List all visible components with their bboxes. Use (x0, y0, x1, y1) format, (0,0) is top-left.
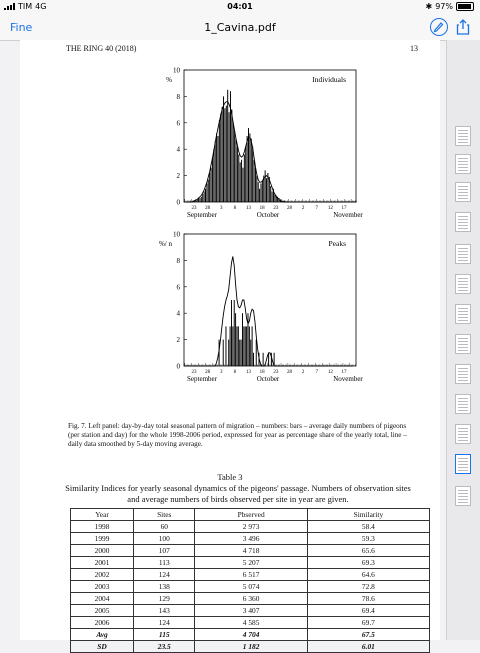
bar (245, 326, 246, 366)
bar (233, 123, 234, 202)
table-row (71, 533, 430, 545)
bar (217, 136, 218, 202)
thumbnail-line (458, 290, 468, 291)
thumbnail-line (458, 139, 468, 140)
thumbnail-line (458, 189, 468, 190)
thumbnail-line (458, 186, 468, 187)
column-header: Sites (134, 509, 195, 521)
thumbnail-line (458, 158, 468, 159)
bar (223, 96, 224, 202)
page-thumbnail[interactable] (455, 274, 471, 294)
table-caption: Similarity Indices for yearly seasonal dynamics of the pigeons' passage. Numbers of observation sites and average numbers of birds observed per site in year are given. (65, 483, 411, 504)
thumbnail-line (458, 219, 468, 220)
bar (222, 107, 223, 202)
table-cell: 67.5 (307, 629, 429, 641)
y-tick-label: 0 (176, 198, 180, 207)
x-tick-label: 28 (286, 370, 292, 375)
bar (208, 180, 209, 202)
page-thumbnail[interactable] (455, 154, 471, 174)
network-type: 4G (35, 2, 47, 11)
page-thumbnail[interactable] (455, 244, 471, 264)
bar (246, 326, 247, 366)
table-cell: 3 496 (195, 533, 307, 545)
thumbnail-line (458, 371, 468, 372)
thumbnail-line (458, 493, 468, 494)
bar (220, 114, 221, 202)
x-tick-label: 8 (233, 206, 237, 211)
panel-label: Individuals (312, 75, 346, 84)
y-tick-label: 10 (173, 66, 180, 75)
table-cell: 4 704 (195, 629, 307, 641)
bar (241, 340, 242, 366)
x-tick-label: 12 (327, 206, 333, 211)
thumbnail-line (458, 407, 468, 408)
x-tick-label: 23 (273, 206, 279, 211)
table-cell: 72.8 (307, 581, 429, 593)
table-row (71, 617, 430, 629)
thumbnail-line (458, 434, 468, 435)
table-cell: 6.01 (307, 641, 429, 653)
bar (213, 149, 214, 202)
bar (256, 340, 257, 366)
thumbnail-line (458, 251, 468, 252)
table-cell: 4 585 (195, 617, 307, 629)
bar (229, 112, 230, 202)
thumbnail-line (458, 248, 468, 249)
bar (255, 168, 256, 202)
bar (247, 136, 248, 202)
share-button[interactable] (454, 18, 472, 36)
page-thumbnail[interactable] (455, 304, 471, 324)
thumbnail-sidebar[interactable] (446, 40, 480, 640)
bar (236, 326, 237, 366)
table-cell: 113 (134, 557, 195, 569)
bar (230, 326, 231, 366)
bar (206, 184, 207, 202)
thumbnail-line (458, 254, 468, 255)
bar (259, 189, 260, 202)
thumbnail-line (458, 167, 468, 168)
table-body (71, 521, 430, 653)
thumbnail-line (458, 287, 468, 288)
thumbnail-line (458, 344, 468, 345)
bar (266, 178, 267, 202)
status-bar (0, 0, 480, 14)
bar (251, 139, 252, 202)
battery-percent: 97% (435, 2, 453, 11)
table-cell: 5 074 (195, 581, 307, 593)
page-thumbnail[interactable] (455, 126, 471, 146)
table-cell: 60 (134, 521, 195, 533)
x-tick-label: 23 (191, 206, 197, 211)
thumbnail-line (458, 278, 468, 279)
bar (237, 147, 238, 202)
page-thumbnail[interactable] (455, 454, 471, 474)
bar (252, 326, 253, 366)
thumbnail-line (458, 136, 468, 137)
table-cell: 2004 (71, 593, 134, 605)
thumbnail-line (458, 192, 468, 193)
table-row (71, 581, 430, 593)
table-cell: 2 973 (195, 521, 307, 533)
thumbnail-line (458, 308, 468, 309)
table-cell: 115 (134, 629, 195, 641)
bar (232, 326, 233, 366)
bar (231, 110, 232, 202)
bar (219, 120, 220, 202)
table-cell: 2006 (71, 617, 134, 629)
bar (240, 162, 241, 202)
individuals-chart (128, 62, 368, 222)
thumbnail-line (458, 499, 468, 500)
bluetooth-icon: ✱ (425, 2, 433, 11)
page-thumbnail[interactable] (455, 212, 471, 232)
x-tick-label: 7 (315, 370, 318, 375)
thumbnail-line (458, 260, 468, 261)
table-cell: 129 (134, 593, 195, 605)
x-tick-label: 7 (315, 206, 318, 211)
bar (226, 106, 227, 202)
thumbnail-line (458, 341, 468, 342)
thumbnail-line (458, 284, 468, 285)
column-header: Pbserved (195, 509, 307, 521)
nav-bar (0, 14, 480, 41)
thumbnail-line (458, 502, 468, 503)
table-cell: 1999 (71, 533, 134, 545)
x-tick-label: 28 (205, 206, 211, 211)
smoothed-line (185, 256, 353, 366)
battery-icon (456, 2, 474, 11)
bar (263, 353, 264, 366)
page-thumbnail[interactable] (455, 334, 471, 354)
table-cell: 138 (134, 581, 195, 593)
bar (256, 176, 257, 202)
table-row (71, 593, 430, 605)
bar (243, 326, 244, 366)
bar (258, 182, 259, 202)
bar (242, 168, 243, 202)
page-thumbnail[interactable] (455, 424, 471, 444)
share-icon (454, 18, 472, 36)
x-tick-label: 2 (301, 370, 305, 375)
thumbnail-line (458, 490, 468, 491)
page-thumbnail[interactable] (455, 364, 471, 384)
table-cell: 2000 (71, 545, 134, 557)
thumbnail-line (458, 198, 468, 199)
thumbnail-line (458, 401, 468, 402)
thumbnail-line (458, 338, 468, 339)
thumbnail-line (458, 440, 468, 441)
month-label: October (256, 375, 280, 383)
x-tick-label: 3 (220, 206, 223, 211)
table-row (71, 545, 430, 557)
thumbnail-line (458, 428, 468, 429)
x-tick-label: 17 (341, 206, 347, 211)
month-label: November (333, 375, 363, 383)
thumbnail-line (458, 496, 468, 497)
thumbnail-line (458, 317, 468, 318)
thumbnail-line (458, 467, 468, 468)
table-cell: 124 (134, 617, 195, 629)
table-cell: 107 (134, 545, 195, 557)
table-cell: 2002 (71, 569, 134, 581)
peaks-chart (128, 226, 368, 386)
table-cell: 69.4 (307, 605, 429, 617)
bar (238, 326, 239, 366)
document-title: 1_Cavina.pdf (204, 21, 276, 34)
bar (244, 154, 245, 202)
table-row (71, 557, 430, 569)
bar (204, 191, 205, 202)
bar (225, 326, 226, 366)
table-row (71, 629, 430, 641)
x-tick-label: 17 (341, 370, 347, 375)
thumbnail-line (458, 222, 468, 223)
x-tick-label: 3 (220, 370, 223, 375)
table-cell: 1998 (71, 521, 134, 533)
table-cell: 58.4 (307, 521, 429, 533)
markup-icon (431, 19, 446, 34)
bar (262, 181, 263, 202)
y-tick-label: 8 (176, 92, 180, 101)
table-cell: SD (71, 641, 134, 653)
page-thumbnail[interactable] (455, 394, 471, 414)
thumbnail-line (458, 374, 468, 375)
thumbnail-line (458, 225, 468, 226)
table-row (71, 521, 430, 533)
thumbnail-line (458, 133, 468, 134)
thumbnail-line (458, 470, 468, 471)
bar (249, 133, 250, 202)
thumbnail-line (458, 142, 468, 143)
y-tick-label: 0 (176, 362, 180, 371)
page-number: 13 (410, 44, 418, 53)
thumbnail-line (458, 311, 468, 312)
x-tick-label: 13 (246, 206, 252, 211)
x-tick-label: 23 (191, 370, 197, 375)
y-tick-label: 4 (176, 309, 180, 318)
bar (236, 139, 237, 202)
thumbnail-line (458, 464, 468, 465)
figure-caption: Fig. 7. Left panel: day-by-day total seasonal pattern of migration – numbers: bars – average daily numbers of pigeons (per station and day) for the whole 1998-2006 period, expressed for year as percentage share of the yearly total, line – daily data smoothed by 5-day moving average. (68, 422, 407, 448)
thumbnail-line (458, 164, 468, 165)
table-cell: 2001 (71, 557, 134, 569)
thumbnail-line (458, 257, 468, 258)
thumbnail-line (458, 216, 468, 217)
table-cell: 6 517 (195, 569, 307, 581)
table-cell: 124 (134, 569, 195, 581)
bar (241, 160, 242, 202)
panel-label: Peaks (328, 239, 346, 248)
thumbnail-line (458, 314, 468, 315)
column-header: Year (71, 509, 134, 521)
battery-fill (458, 4, 471, 9)
bar (235, 313, 236, 366)
y-tick-label: 4 (176, 145, 180, 154)
thumbnail-line (458, 461, 468, 462)
bar (209, 173, 210, 202)
x-tick-label: 18 (259, 370, 265, 375)
table-cell: 6 360 (195, 593, 307, 605)
bar (228, 340, 229, 366)
bar (224, 108, 225, 202)
y-tick-label: 10 (173, 230, 180, 239)
table-cell: 64.6 (307, 569, 429, 581)
thumbnail-line (458, 161, 468, 162)
y-tick-label: 8 (176, 256, 180, 265)
table-row (71, 605, 430, 617)
thumbnail-line (458, 437, 468, 438)
bar (249, 326, 250, 366)
table-header-row (71, 509, 430, 521)
table-cell: 143 (134, 605, 195, 617)
table-cell: 59.3 (307, 533, 429, 545)
y-axis-label: % (166, 76, 172, 84)
bar (250, 340, 251, 366)
bar (242, 313, 243, 366)
bar (211, 168, 212, 202)
thumbnail-line (458, 368, 468, 369)
bar (245, 147, 246, 202)
table-cell: 3 407 (195, 605, 307, 617)
bar (270, 186, 271, 202)
battery-group (426, 2, 474, 11)
bar (238, 154, 239, 202)
bar (234, 300, 235, 366)
thumbnail-line (458, 281, 468, 282)
thumbnail-line (458, 350, 468, 351)
bar (227, 90, 228, 202)
column-header: Similarity (307, 509, 429, 521)
thumbnail-line (458, 380, 468, 381)
x-tick-label: 18 (259, 206, 265, 211)
thumbnail-line (458, 347, 468, 348)
y-tick-label: 6 (176, 119, 180, 128)
pdf-page[interactable] (20, 40, 440, 651)
month-label: September (187, 211, 217, 219)
table-cell: 1 182 (195, 641, 307, 653)
x-tick-label: 28 (286, 206, 292, 211)
thumbnail-line (458, 410, 468, 411)
bar (216, 133, 217, 202)
y-tick-label: 2 (176, 336, 180, 345)
table-cell: 5 207 (195, 557, 307, 569)
thumbnail-line (458, 195, 468, 196)
bar (231, 300, 232, 366)
clock: 04:01 (227, 2, 253, 11)
running-header: THE RING 40 (2018) (66, 44, 137, 53)
table-cell: 65.6 (307, 545, 429, 557)
month-label: September (187, 375, 217, 383)
carrier-name: TIM (18, 2, 33, 11)
month-label: October (256, 211, 280, 219)
bar (215, 141, 216, 202)
table-row (71, 641, 430, 653)
similarity-table (70, 508, 430, 653)
done-button[interactable]: Fine (10, 21, 33, 34)
table-cell: 100 (134, 533, 195, 545)
thumbnail-line (458, 170, 468, 171)
x-tick-label: 13 (246, 370, 252, 375)
thumbnail-line (458, 130, 468, 131)
table-title: Table 3 (217, 472, 243, 482)
table-cell: 4 718 (195, 545, 307, 557)
page-thumbnail[interactable] (455, 486, 471, 506)
bar (234, 131, 235, 202)
bar (223, 340, 224, 366)
table-cell: 69.3 (307, 557, 429, 569)
y-axis-label: %/ n (158, 240, 172, 248)
table-cell: Avg (71, 629, 134, 641)
month-label: November (333, 211, 363, 219)
y-tick-label: 6 (176, 283, 180, 292)
thumbnail-line (458, 404, 468, 405)
table-cell: 2003 (71, 581, 134, 593)
thumbnail-line (458, 431, 468, 432)
bar (212, 157, 213, 202)
thumbnail-line (458, 458, 468, 459)
bar (265, 170, 266, 202)
thumbnail-line (458, 377, 468, 378)
table-cell: 69.7 (307, 617, 429, 629)
x-tick-label: 2 (301, 206, 305, 211)
x-tick-label: 8 (233, 370, 237, 375)
x-tick-label: 23 (273, 370, 279, 375)
plot-frame (184, 234, 356, 366)
bar (272, 191, 273, 202)
page-thumbnail[interactable] (455, 182, 471, 202)
x-tick-label: 28 (205, 370, 211, 375)
table-row (71, 569, 430, 581)
thumbnail-line (458, 320, 468, 321)
bar (254, 160, 255, 202)
markup-button[interactable] (430, 18, 448, 36)
y-tick-label: 2 (176, 172, 180, 181)
thumbnail-line (458, 228, 468, 229)
bar (252, 147, 253, 202)
x-tick-label: 12 (327, 370, 333, 375)
table-cell: 23.5 (134, 641, 195, 653)
bar (239, 340, 240, 366)
thumbnail-line (458, 398, 468, 399)
table-cell: 2005 (71, 605, 134, 617)
table-cell: 78.6 (307, 593, 429, 605)
